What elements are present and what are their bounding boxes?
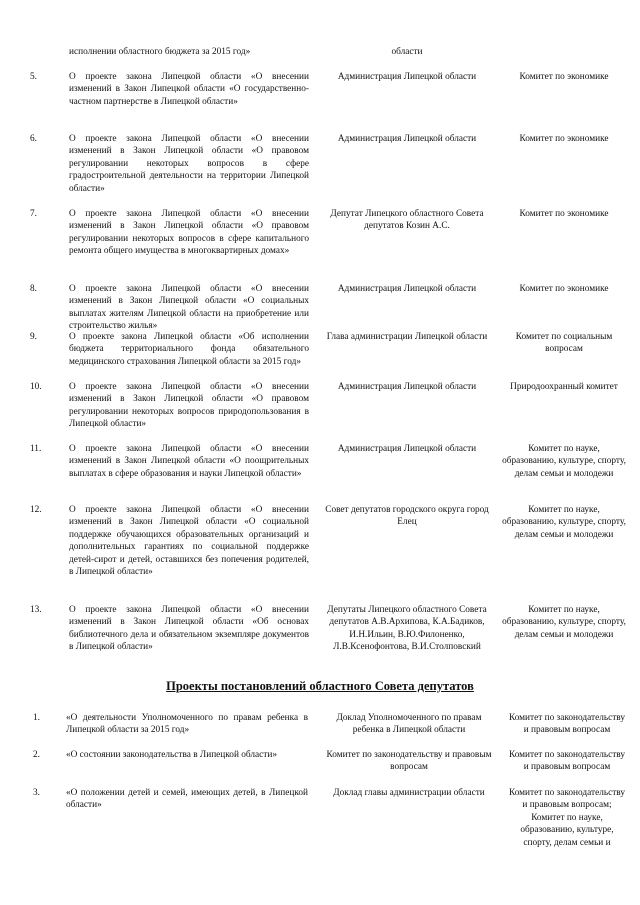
item-author: области [391, 47, 423, 57]
item-title: О проекте закона Липецкой области «О внесении изменений в Закон Липецкой области «О социальной поддержке обучающихся образовательных организаций и дополнительных гарантиях по социальной поддержке детей-сирот и детей, оставшихся без попечения родителей, в Липецкой области» [69, 505, 309, 578]
item-title: О проекте закона Липецкой области «О внесении изменений в Закон Липецкой области «О правовом регулировании некоторых вопросов в сфере градостроительной деятельности на территории Липецкой области» [69, 134, 309, 194]
item-title: «О деятельности Уполномоченного по правам ребенка в Липецкой области за 2015 год» [66, 713, 308, 736]
section-heading: Проекты постановлений областного Совета депутатов [166, 679, 474, 693]
item-number: 11. [30, 444, 42, 454]
item-author: Совет депутатов городского округа город Елец [325, 505, 489, 528]
item-title: О проекте закона Липецкой области «О внесении изменений в Закон Липецкой области «О государственно-частном партнерстве в Липецкой области» [69, 72, 309, 107]
item-number: 1. [33, 713, 40, 723]
item-number: 13. [30, 605, 42, 615]
item-title: исполнении областного бюджета за 2015 год» [69, 47, 251, 57]
item-number: 9. [30, 332, 37, 342]
item-number: 6. [30, 134, 37, 144]
item-number: 2. [33, 750, 40, 760]
item-title: О проекте закона Липецкой области «О внесении изменений в Закон Липецкой области «О социальных выплатах жителям Липецкой области на приобретение или строительство жилья» [69, 284, 309, 332]
item-committee: Комитет по экономике [519, 134, 609, 144]
item-author: Администрация Липецкой области [337, 134, 477, 144]
item-title: О проекте закона Липецкой области «О внесении изменений в Закон Липецкой области «О правовом регулировании некоторых вопросов в сфере капитального ремонта общего имущества в многоквартирных домах» [69, 209, 309, 257]
item-number: 10. [30, 382, 42, 392]
item-author: Депутат Липецкого областного Совета депутатов Козин А.С. [330, 209, 484, 232]
item-author: Доклад Уполномоченного по правам ребенка в Липецкой области [336, 713, 482, 736]
item-number: 12. [30, 505, 42, 515]
item-committee: Комитет по науке, образованию, культуре, спорту, делам семьи и молодежи [502, 444, 626, 479]
item-author: Депутаты Липецкого областного Совета депутатов А.В.Архипова, К.А.Бадиков, И.Н.Ильин, В.Ю.Филоненко, Л.В.Ксенофонтова, В.И.Столповский [327, 605, 487, 653]
item-committee: Комитет по экономике [519, 284, 609, 294]
item-committee: Комитет по науке, образованию, культуре, спорту, делам семьи и молодежи [502, 605, 626, 640]
item-committee: Комитет по экономике [519, 72, 609, 82]
item-committee: Природоохранный комитет [510, 382, 618, 392]
item-committee: Комитет по социальным вопросам [515, 332, 613, 355]
item-title: О проекте закона Липецкой области «О внесении изменений в Закон Липецкой области «О правовом регулировании некоторых вопросов природопользования в Липецкой области» [69, 382, 309, 430]
item-number: 5. [30, 72, 37, 82]
item-number: 3. [33, 788, 40, 798]
item-committee: Комитет по науке, образованию, культуре, спорту, делам семьи и молодежи [502, 505, 626, 540]
item-author: Администрация Липецкой области [337, 72, 477, 82]
item-committee: Комитет по экономике [519, 209, 609, 219]
item-committee: Комитет по законодательству и правовым вопросам; Комитет по науке, образованию, культуре, спорту, делам семьи и [508, 788, 626, 848]
item-author: Администрация Липецкой области [337, 444, 477, 454]
item-number: 8. [30, 284, 37, 294]
item-author: Глава администрации Липецкой области [326, 332, 488, 342]
item-title: О проекте закона Липецкой области «О внесении изменений в Закон Липецкой области «О поощрительных выплатах в сфере образования и науки Липецкой области» [69, 444, 309, 479]
item-author: Доклад главы администрации области [333, 788, 485, 798]
item-author: Комитет по законодательству и правовым вопросам [326, 750, 492, 773]
item-title: О проекте закона Липецкой области «Об исполнении бюджета территориального фонда обязательного медицинского страхования Липецкой области за 2015 год» [69, 332, 309, 367]
item-number: 7. [30, 209, 37, 219]
item-author: Администрация Липецкой области [337, 382, 477, 392]
item-committee: Комитет по законодательству и правовым вопросам [508, 750, 626, 773]
item-title: О проекте закона Липецкой области «О внесении изменений в Закон Липецкой области «Об основах библиотечного дела и обязательном экземпляре документов в Липецкой области» [69, 605, 309, 653]
item-title: «О состоянии законодательства в Липецкой области» [66, 750, 277, 760]
item-author: Администрация Липецкой области [337, 284, 477, 294]
item-title: «О положении детей и семей, имеющих детей, в Липецкой области» [66, 788, 308, 811]
item-committee: Комитет по законодательству и правовым вопросам [508, 713, 626, 736]
